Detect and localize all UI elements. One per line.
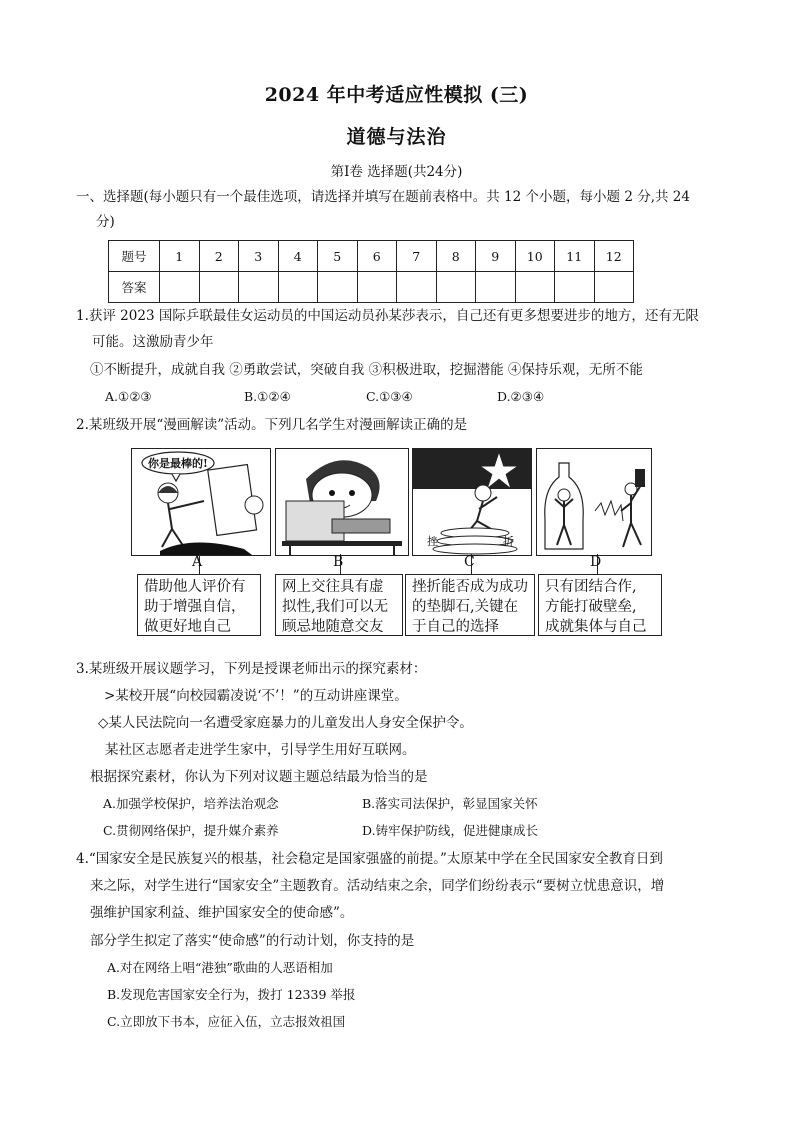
q2-stem: 2.某班级开展“漫画解读”活动。下列几名学生对漫画解读正确的是 — [76, 417, 468, 433]
comic-panel-d — [536, 448, 652, 556]
q4-option-c: C.立即放下书本，应征入伍，立志报效祖国 — [107, 1014, 346, 1029]
instructions-line-1: 一、选择题(每小题只有一个最佳选项，请选择并填写在题前表格中。共 12 个小题，每小题 2 分,共 24 — [76, 189, 690, 205]
comic-a-bubble-text: 你是最棒的! — [148, 457, 208, 470]
comic-panel-b — [275, 448, 409, 556]
caption-d-line-2: 方能打破壁垒, — [545, 599, 637, 615]
q4-stem-line-2: 来之际，对学生进行“国家安全”主题教育。活动结束之余，同学们纷纷表示“要树立忧患意识，增 — [90, 878, 665, 894]
caption-letter-d: D — [590, 554, 602, 570]
question-number-cell: 2 — [199, 241, 239, 272]
caption-letter-c: C — [464, 554, 475, 570]
caption-letter-a: A — [192, 554, 203, 570]
answer-cell[interactable] — [160, 272, 200, 303]
answer-cell[interactable] — [357, 272, 397, 303]
caption-letter-b: B — [333, 554, 344, 570]
answer-cell[interactable] — [397, 272, 437, 303]
answer-cell[interactable] — [594, 272, 634, 303]
q1-option-d: D.②③④ — [497, 389, 545, 404]
q3-ask: 根据探究素材，你认为下列对议题主题总结最为恰当的是 — [90, 769, 428, 785]
q3-option-d: D.铸牢保护防线，促进健康成长 — [362, 823, 539, 838]
question-number-cell: 12 — [594, 241, 634, 272]
answer-cell[interactable] — [278, 272, 318, 303]
answer-cell[interactable] — [555, 272, 595, 303]
q1-stem-line-1: 1.获评 2023 国际乒联最佳女运动员的中国运动员孙某莎表示，自己还有更多想要进步的地方，还有无限 — [76, 308, 699, 324]
q3-stem: 3.某班级开展议题学习，下列是授课老师出示的探究素材： — [76, 661, 427, 677]
q4-option-b: B.发现危害国家安全行为，拨打 12339 举报 — [107, 987, 356, 1002]
caption-d-line-3: 成就集体与自己 — [545, 619, 647, 635]
instructions-line-2: 分) — [96, 214, 115, 230]
q3-option-a: A.加强学校保护，培养法治观念 — [103, 796, 279, 811]
question-number-cell: 6 — [357, 241, 397, 272]
answer-table-answer-row — [109, 272, 634, 303]
question-number-cell: 1 — [160, 241, 200, 272]
question-number-cell: 4 — [278, 241, 318, 272]
caption-d-line-1: 只有团结合作, — [545, 579, 637, 595]
caption-a-line-3: 做更好地自己 — [144, 619, 231, 635]
answer-cell[interactable] — [199, 272, 239, 303]
table-row-label: 答案 — [109, 272, 160, 303]
subject-title: 道德与法治 — [346, 126, 447, 148]
comic-c-word-setback-1: 挫 — [427, 535, 438, 548]
answer-cell[interactable] — [318, 272, 358, 303]
caption-a — [137, 574, 261, 636]
question-number-cell: 9 — [476, 241, 516, 272]
caption-b-line-1: 网上交往具有虚 — [282, 579, 384, 595]
caption-a-line-2: 助于增强自信， — [144, 599, 246, 615]
caption-c-line-2: 的垫脚石,关键在 — [412, 599, 519, 615]
comic-panel-a — [131, 448, 271, 556]
q4-stem-line-1: 4.“国家安全是民族复兴的根基，社会稳定是国家强盛的前提。”太原某中学在全民国家安全教育日到 — [76, 851, 663, 867]
comic-panel-c — [412, 448, 532, 556]
comic-b-illustration — [276, 449, 408, 555]
answer-cell[interactable] — [436, 272, 476, 303]
caption-d — [538, 574, 662, 636]
caption-b-line-3: 顾忌地随意交友 — [282, 619, 384, 635]
caption-c — [405, 574, 535, 636]
question-number-cell: 5 — [318, 241, 358, 272]
q3-option-b: B.落实司法保护，彰显国家关怀 — [362, 796, 538, 811]
q3-material-2: ◇某人民法院向一名遭受家庭暴力的儿童发出人身安全保护令。 — [98, 715, 473, 731]
comic-d-illustration — [537, 449, 651, 555]
answer-table-number-row — [109, 241, 634, 272]
section-title: 第Ⅰ卷 选择题(共24分) — [330, 164, 463, 180]
answer-cell[interactable] — [476, 272, 516, 303]
question-number-cell: 3 — [239, 241, 279, 272]
caption-a-line-1: 借助他人评价有 — [144, 579, 246, 595]
table-row-label: 题号 — [109, 241, 160, 272]
question-number-cell: 7 — [397, 241, 437, 272]
question-number-cell: 10 — [515, 241, 555, 272]
q1-option-b: B.①②④ — [244, 389, 291, 404]
q1-stem-line-2: 可能。这激励青少年 — [92, 334, 214, 350]
question-number-cell: 11 — [555, 241, 595, 272]
q1-option-a: A.①②③ — [105, 389, 152, 404]
q4-option-a: A.对在网络上唱“港独”歌曲的人恶语相加 — [107, 960, 333, 975]
q3-option-c: C.贯彻网络保护，提升媒介素养 — [103, 823, 279, 838]
caption-b — [275, 574, 403, 636]
q4-stem-line-3: 强维护国家利益、维护国家安全的使命感”。 — [90, 905, 354, 921]
q1-statements: ①不断提升，成就自我 ②勇敢尝试，突破自我 ③积极进取，挖掘潜能 ④保持乐观，无所不能 — [90, 362, 643, 378]
exam-title: 2024 年中考适应性模拟 (三) — [264, 84, 529, 106]
question-number-cell: 8 — [436, 241, 476, 272]
caption-c-line-1: 挫折能否成为成功 — [412, 579, 528, 595]
q3-material-3: 某社区志愿者走进学生家中，引导学生用好互联网。 — [105, 742, 416, 758]
answer-table — [108, 240, 634, 303]
q3-material-1: >某校开展“向校园霸凌说‘不’！”的互动讲座课堂。 — [104, 688, 408, 704]
answer-cell[interactable] — [239, 272, 279, 303]
q4-stem-line-4: 部分学生拟定了落实“使命感”的行动计划，你支持的是 — [90, 933, 415, 949]
answer-cell[interactable] — [515, 272, 555, 303]
caption-b-line-2: 拟性,我们可以无 — [282, 599, 389, 615]
comic-c-word-setback-2: 折 — [503, 535, 514, 548]
q1-option-c: C.①③④ — [366, 389, 413, 404]
caption-c-line-3: 于自己的选择 — [412, 619, 499, 635]
